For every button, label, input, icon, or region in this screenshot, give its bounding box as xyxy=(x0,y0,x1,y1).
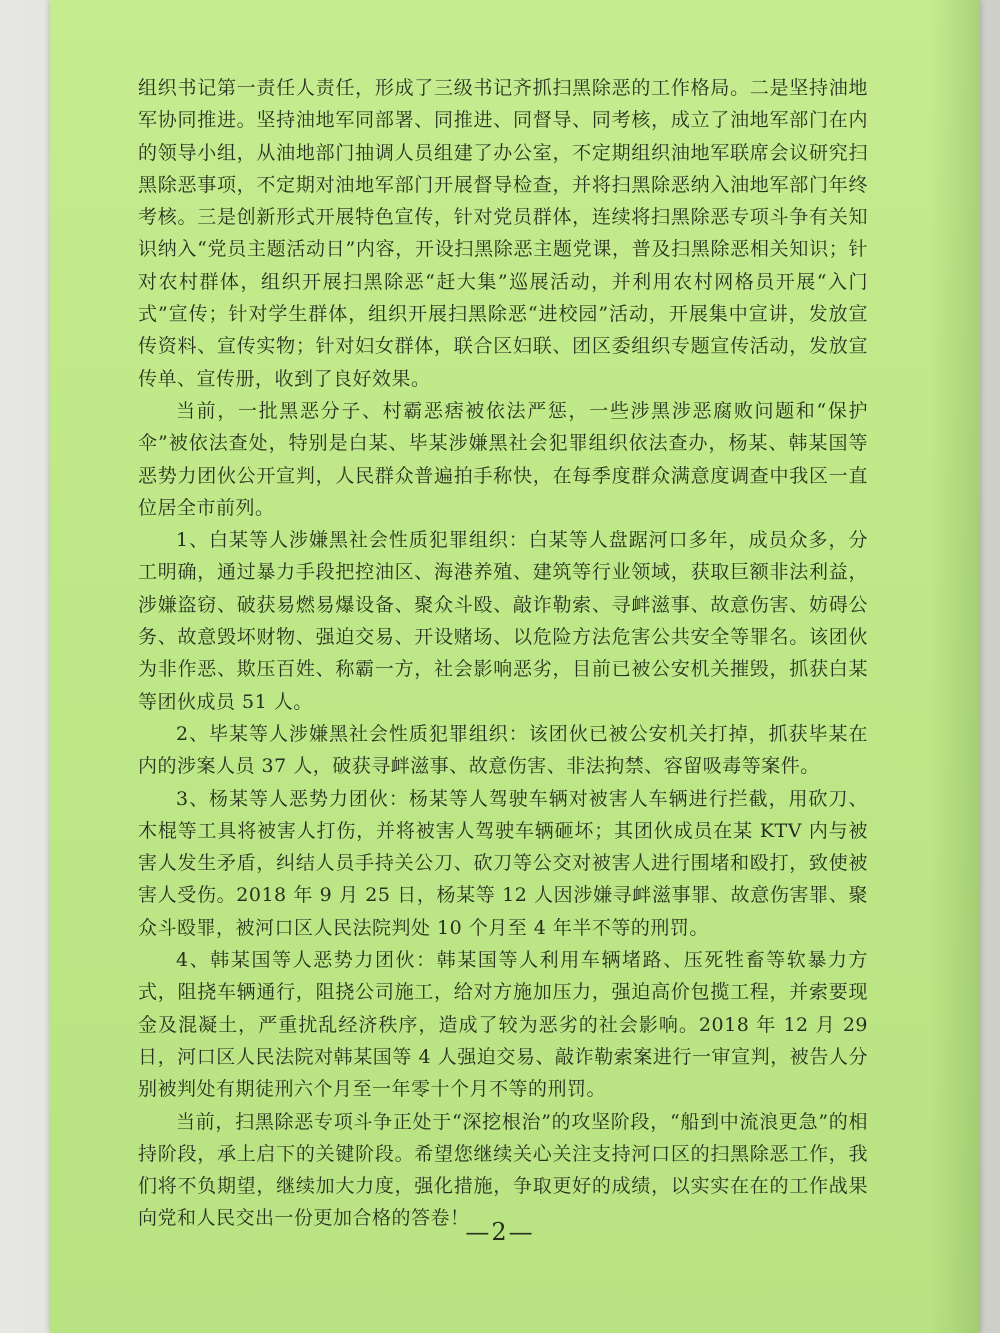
paragraph-conclusion: 当前，扫黑除恶专项斗争正处于“深挖根治”的攻坚阶段，“船到中流浪更急”的相持阶段，承上启下的关键阶段。希望您继续关心关注支持河口区的扫黑除恶工作，我们将不负期望，继续加大力度，强化措施，争取更好的成绩，以实实在在的工作战果向党和人民交出一份更加合格的答卷！ xyxy=(138,1110,868,1230)
paragraph-case-bai: 1、白某等人涉嫌黑社会性质犯罪组织：白某等人盘踞河口多年，成员众多，分工明确，通过暴力手段把控油区、海港养殖、建筑等行业领域，获取巨额非法利益，涉嫌盗窃、破获易燃易爆设备、聚众斗殴、敲诈勒索、寻衅滋事、故意伤害、妨碍公务、故意毁坏财物、强迫交易、开设赌场、以危险方法危害公共安全等罪名。该团伙为非作恶、欺压百姓、称霸一方，社会影响恶劣，目前已被公安机关摧毁，抓获白某等团伙成员 51 人。 xyxy=(138,529,868,713)
paragraph-case-yang: 3、杨某等人恶势力团伙：杨某等人驾驶车辆对被害人车辆进行拦截，用砍刀、木棍等工具将被害人打伤，并将被害人驾驶车辆砸坏；其团伙成员在某 KTV 内与被害人发生矛盾，纠结人员手持关公刀、砍刀等公交对被害人进行围堵和殴打，致使被害人受伤。2018 年 9 月 25 日，杨某等 12 人因涉嫌寻衅滋事罪、故意伤害罪、聚众斗殴罪，被河口区人民法院判处 10 个月至 4 年半不等的刑罚。 xyxy=(138,787,868,939)
paragraph-current-results: 当前，一批黑恶分子、村霸恶痞被依法严惩，一些涉黑涉恶腐败问题和“保护伞”被依法查处，特别是白某、毕某涉嫌黑社会犯罪组织依法查办，杨某、韩某国等恶势力团伙公开宣判，人民群众普遍拍手称快，在每季度群众满意度调查中我区一直位居全市前列。 xyxy=(138,399,868,519)
paragraph-case-han: 4、韩某国等人恶势力团伙：韩某国等人利用车辆堵路、压死牲畜等软暴力方式，阻挠车辆通行，阻挠公司施工，给对方施加压力，强迫高价包揽工程，并索要现金及混凝土，严重扰乱经济秩序，造成了较为恶劣的社会影响。2018 年 12 月 29 日，河口区人民法院对韩某国等 4 人强迫交易、敲诈勒索案进行一审宣判，被告人分别被判处有期徒刑六个月至一年零十个月不等的刑罚。 xyxy=(138,949,868,1101)
paragraph-work-pattern: 组织书记第一责任人责任，形成了三级书记齐抓扫黑除恶的工作格局。二是坚持油地军协同推进。坚持油地军同部署、同推进、同督导、同考核，成立了油地军部门在内的领导小组，从油地部门抽调人员组建了办公室，不定期组织油地军联席会议研究扫黑除恶事项，不定期对油地军部门开展督导检查，并将扫黑除恶纳入油地军部门年终考核。三是创新形式开展特色宣传，针对党员群体，连续将扫黑除恶专项斗争有关知识纳入“党员主题活动日”内容，开设扫黑除恶主题党课，普及扫黑除恶相关知识；针对农村群体，组织开展扫黑除恶“赶大集”巡展活动，并利用农村网格员开展“入门式”宣传；针对学生群体，组织开展扫黑除恶“进校园”活动，开展集中宣讲，发放宣传资料、宣传实物；针对妇女群体，联合区妇联、团区委组织专题宣传活动，发放宣传单、宣传册，收到了良好效果。 xyxy=(138,77,868,390)
page-number: —2— xyxy=(465,1218,535,1246)
document-body xyxy=(138,72,868,1235)
paper-edge-shadow xyxy=(930,0,980,1333)
paragraph-case-bi: 2、毕某等人涉嫌黑社会性质犯罪组织：该团伙已被公安机关打掉，抓获毕某在内的涉案人员 37 人，破获寻衅滋事、故意伤害、非法拘禁、容留吸毒等案件。 xyxy=(138,722,868,778)
